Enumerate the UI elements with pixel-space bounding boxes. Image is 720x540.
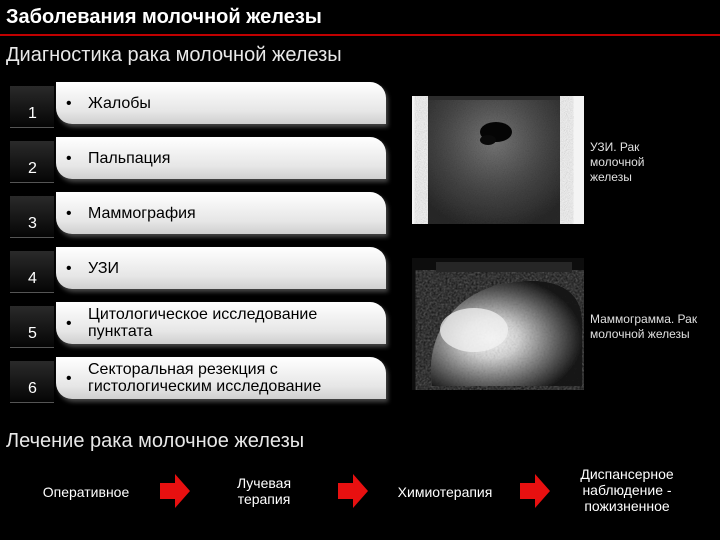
item-card — [56, 302, 386, 344]
diagnostics-heading: Диагностика рака молочной железы — [6, 44, 342, 66]
diagnostic-item-5 — [10, 302, 386, 348]
item-card — [56, 192, 386, 234]
bullet-icon: • — [66, 204, 72, 222]
arrow-right-icon — [338, 474, 368, 508]
mammogram-image — [412, 258, 584, 390]
treatment-step-surgery: Оперативное — [42, 484, 130, 500]
item-number: 2 — [10, 141, 54, 183]
item-text: Маммография — [88, 204, 196, 222]
page-title: Заболевания молочной железы — [6, 6, 322, 28]
item-card — [56, 82, 386, 124]
item-card — [56, 247, 386, 289]
diagnostic-item-6 — [10, 357, 386, 403]
bullet-icon: • — [66, 314, 72, 332]
bullet-icon: • — [66, 259, 72, 277]
bullet-icon: • — [66, 149, 72, 167]
treatment-heading: Лечение рака молочное железы — [6, 430, 305, 452]
item-number: 5 — [10, 306, 54, 348]
ultrasound-caption: УЗИ. Рак молочной железы — [590, 140, 645, 184]
diagnostic-item-4 — [10, 247, 386, 293]
item-number: 3 — [10, 196, 54, 238]
item-text: Цитологическое исследование пунктата — [88, 306, 318, 340]
item-text: Жалобы — [88, 94, 151, 112]
title-divider — [0, 34, 720, 36]
item-number: 1 — [10, 86, 54, 128]
item-text: УЗИ — [88, 259, 119, 277]
diagnostic-item-3 — [10, 192, 386, 238]
diagnostic-item-1 — [10, 82, 386, 128]
item-card — [56, 137, 386, 179]
item-card — [56, 357, 386, 399]
bullet-icon: • — [66, 369, 72, 387]
treatment-step-chemotherapy: Химиотерапия — [397, 484, 493, 500]
item-number: 4 — [10, 251, 54, 293]
bullet-icon: • — [66, 94, 72, 112]
arrow-right-icon — [520, 474, 550, 508]
item-number: 6 — [10, 361, 54, 403]
diagnostic-item-2 — [10, 137, 386, 183]
item-text: Пальпация — [88, 149, 171, 167]
arrow-right-icon — [160, 474, 190, 508]
ultrasound-image — [412, 96, 584, 224]
treatment-step-radiation: Лучевая терапия — [236, 475, 292, 507]
item-text: Секторальная резекция с гистологическим исследование — [88, 361, 322, 395]
mammogram-caption: Маммограмма. Рак молочной железы — [590, 312, 698, 341]
treatment-step-followup: Диспансерное наблюдение - пожизненное — [580, 466, 674, 514]
